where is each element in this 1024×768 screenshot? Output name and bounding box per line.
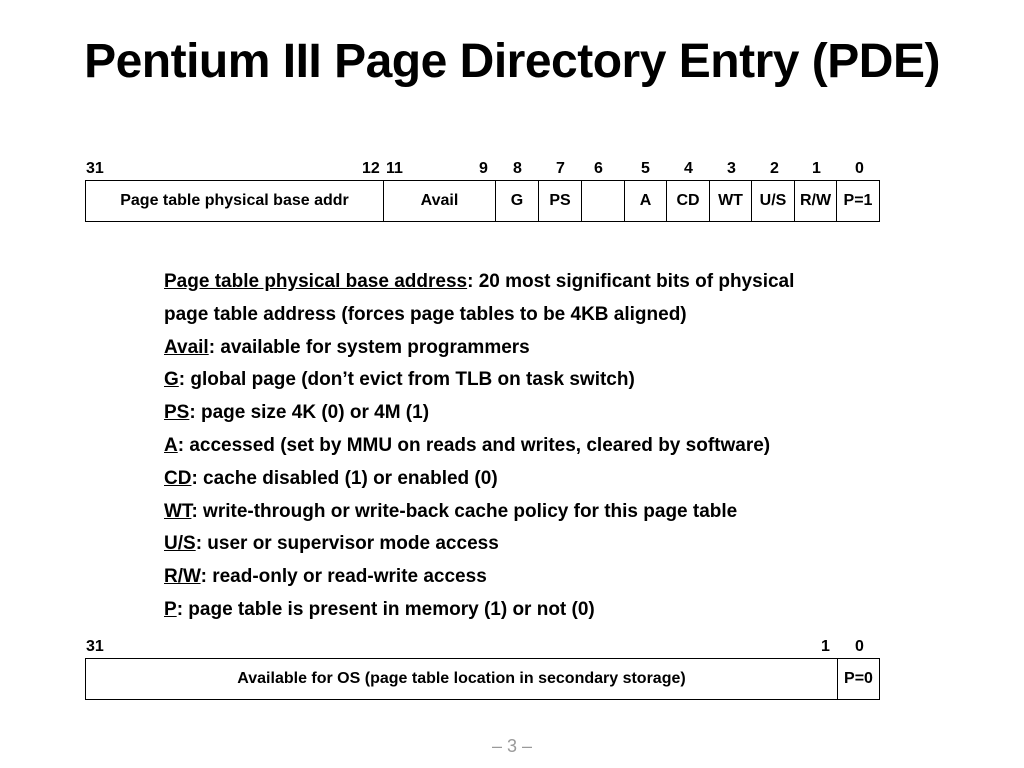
bit-2-label: 2 xyxy=(770,160,779,177)
field-wt: WT xyxy=(710,181,752,221)
description-line xyxy=(164,430,964,463)
bit-31-label: 31 xyxy=(86,638,104,655)
page-number: – 3 – xyxy=(491,736,533,756)
field-us: U/S xyxy=(752,181,795,221)
description-term: WT xyxy=(164,500,192,522)
field-p: P=1 xyxy=(843,192,873,209)
field-rw: R/W xyxy=(795,181,837,221)
bit-1-label: 1 xyxy=(812,160,821,177)
field-a: A xyxy=(625,181,667,221)
field-g: G xyxy=(496,181,539,221)
description-line xyxy=(164,496,964,529)
bit-1-label: 1 xyxy=(821,638,830,655)
field-ps: PS xyxy=(539,181,582,221)
description-term: A xyxy=(164,434,178,456)
description-line xyxy=(164,299,964,332)
description-line xyxy=(164,528,964,561)
description-text: page table address (forces page tables to be 4KB aligned) xyxy=(164,303,687,325)
description-term: U/S xyxy=(164,533,196,555)
description-text: : read-only or read-write access xyxy=(200,566,487,588)
description-text: : 20 most significant bits of physical xyxy=(467,271,795,292)
bit-0-label: 0 xyxy=(855,638,864,655)
bit-9-label: 9 xyxy=(479,160,488,177)
description-line xyxy=(164,364,964,397)
description-line xyxy=(164,561,964,594)
pde-not-present-fields xyxy=(85,658,880,700)
description-term: CD xyxy=(164,467,192,489)
description-line xyxy=(164,266,964,299)
description-text: : page size 4K (0) or 4M (1) xyxy=(189,402,430,424)
description-text: : global page (don’t evict from TLB on task switch) xyxy=(178,369,635,391)
description-text: : page table is present in memory (1) or not (0) xyxy=(176,598,595,620)
description-text: : write-through or write-back cache policy for this page table xyxy=(191,500,738,522)
bit-4-label: 4 xyxy=(684,160,693,177)
bit-3-label: 3 xyxy=(727,160,736,177)
field-avail: Avail xyxy=(384,181,496,221)
description-term: PS xyxy=(164,402,190,424)
description-text: : available for system programmers xyxy=(208,336,530,358)
field-descriptions xyxy=(164,266,964,627)
bit-12-label: 12 xyxy=(362,160,380,177)
bit-7-label: 7 xyxy=(556,160,565,177)
field-reserved xyxy=(582,181,625,221)
description-text: : accessed (set by MMU on reads and writes, cleared by software) xyxy=(177,434,771,456)
description-line xyxy=(164,397,964,430)
description-term: Avail xyxy=(164,336,209,358)
bit-5-label: 5 xyxy=(641,160,650,177)
description-text: : user or supervisor mode access xyxy=(195,533,499,555)
description-line xyxy=(164,463,964,496)
field-cd: CD xyxy=(667,181,710,221)
bit-11-label: 11 xyxy=(386,160,403,177)
bit-31-label: 31 xyxy=(86,160,104,177)
description-term: G xyxy=(164,369,179,391)
description-term: Page table physical base address xyxy=(164,271,468,292)
bit-6-label: 6 xyxy=(594,160,603,177)
description-term: P xyxy=(164,598,177,620)
description-term: R/W xyxy=(164,566,201,588)
field-p: P=0 xyxy=(844,670,873,687)
description-line xyxy=(164,332,964,365)
description-line xyxy=(164,594,964,627)
bit-0-label: 0 xyxy=(855,160,864,177)
description-text: : cache disabled (1) or enabled (0) xyxy=(191,467,498,489)
field-available-for-os: Available for OS (page table location in secondary storage) xyxy=(86,659,838,699)
field-page-table-base: Page table physical base addr xyxy=(86,181,384,221)
bit-8-label: 8 xyxy=(513,160,522,177)
slide-title: Pentium III Page Directory Entry (PDE) xyxy=(84,35,940,88)
pde-present-fields xyxy=(85,180,880,222)
